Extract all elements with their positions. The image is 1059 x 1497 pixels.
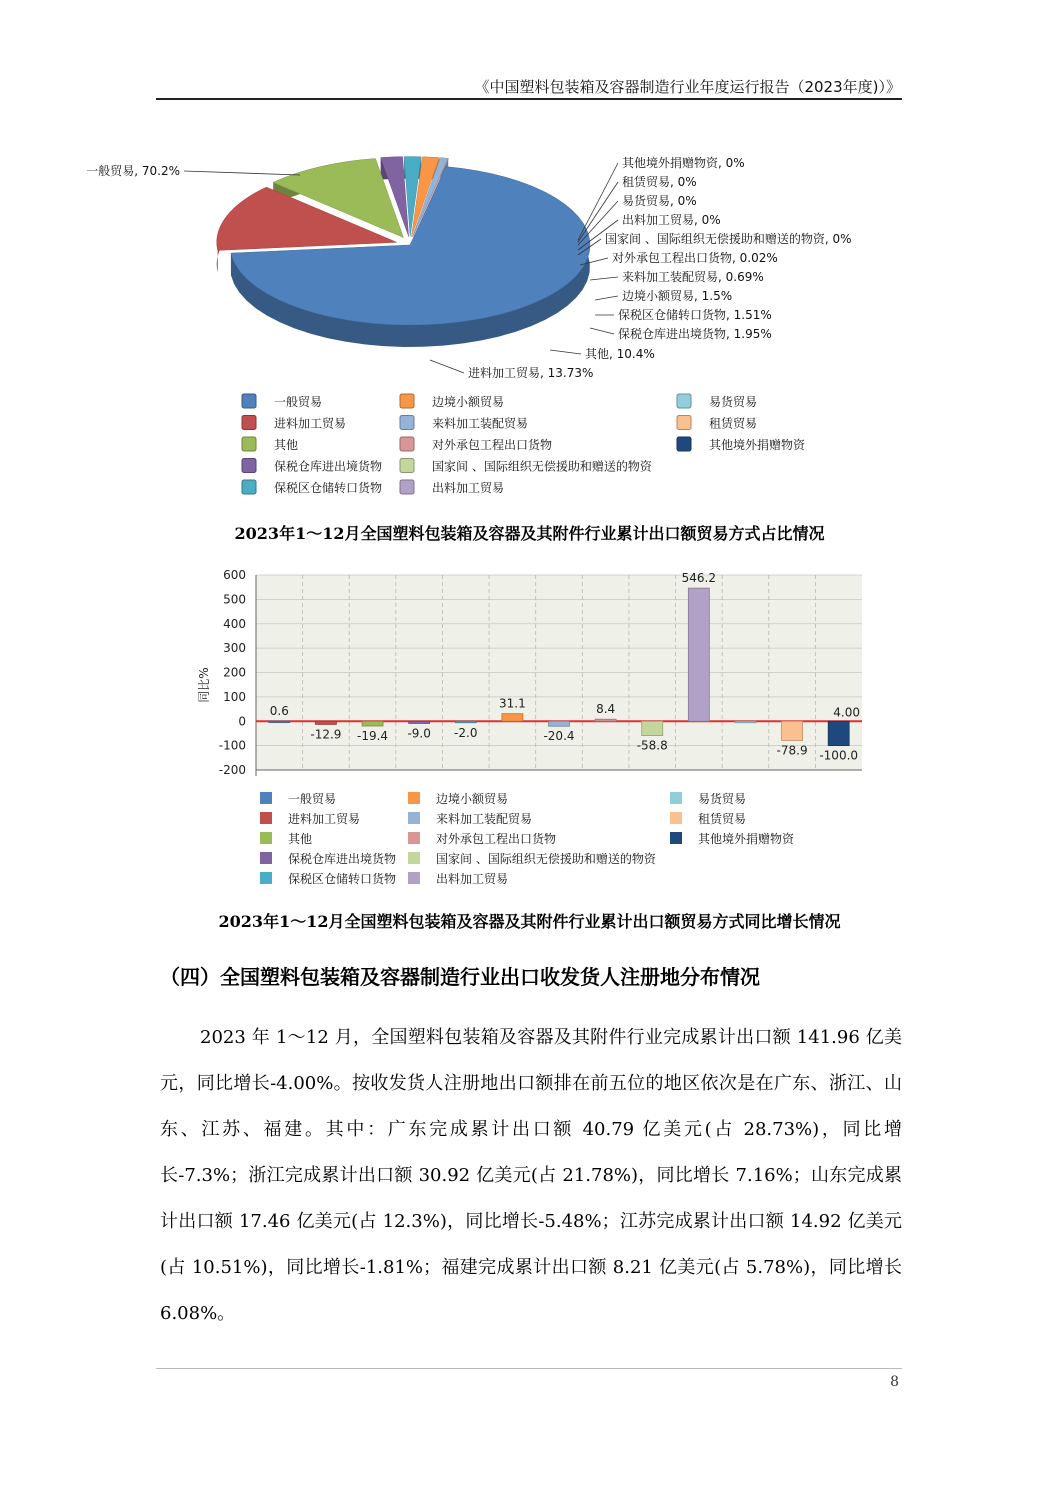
bar (502, 714, 523, 722)
legend-label: 出料加工贸易 (432, 481, 505, 495)
bar (595, 719, 616, 721)
legend-swatch (242, 480, 256, 494)
legend-swatch (670, 792, 682, 804)
bar-data-label: -2.0 (454, 725, 478, 740)
legend-label: 边境小额贸易 (432, 395, 505, 409)
legend-label: 其他 (274, 438, 299, 452)
legend-swatch (408, 872, 420, 884)
legend-swatch (400, 394, 414, 408)
bar-data-label: -9.0 (407, 726, 431, 741)
bar-data-label: 8.4 (596, 702, 616, 717)
pie-label: 对外承包工程出口货物, 0.02% (612, 251, 778, 265)
page-number: 8 (890, 1374, 899, 1390)
pie-label: 其他境外捐赠物资, 0% (622, 156, 745, 170)
legend-swatch (408, 812, 420, 824)
legend-label: 保税区仓储转口货物 (288, 872, 397, 886)
pie-legend (242, 394, 806, 495)
legend-label: 边境小额贸易 (436, 792, 509, 806)
legend-label: 保税区仓储转口货物 (274, 481, 383, 495)
y-tick-label: 200 (223, 665, 246, 680)
bar-chart-caption: 2023年1～12月全国塑料包装箱及容器及其附件行业累计出口额贸易方式同比增长情况 (218, 912, 841, 931)
header-rule (156, 98, 902, 100)
legend-label: 一般贸易 (274, 395, 323, 409)
legend-label: 保税仓库进出境货物 (288, 852, 397, 866)
bar (549, 721, 570, 726)
bar (269, 721, 290, 723)
legend-swatch (670, 812, 682, 824)
y-tick-label: -100 (218, 738, 246, 753)
pie-leader-line (550, 350, 581, 354)
pie-leader-line (595, 296, 618, 300)
legend-label: 其他境外捐赠物资 (709, 438, 806, 452)
bar-legend (260, 791, 795, 886)
legend-label: 来料加工装配贸易 (432, 416, 529, 431)
legend-swatch (260, 872, 272, 884)
bar (828, 721, 849, 745)
pie-label: 其他, 10.4% (585, 347, 655, 361)
legend-swatch (242, 394, 256, 408)
legend-label: 保税仓库进出境货物 (274, 459, 383, 474)
legend-label: 租赁贸易 (709, 416, 758, 431)
bar (455, 721, 476, 723)
pie-slices (217, 157, 590, 347)
y-tick-label: 400 (223, 616, 246, 631)
legend-label: 其他 (288, 832, 313, 846)
y-tick-label: 600 (223, 568, 246, 582)
y-tick-label: 0 (238, 714, 246, 729)
bar-data-label: -78.9 (776, 743, 808, 758)
body-paragraph: 2023 年 1～12 月，全国塑料包装箱及容器及其附件行业完成累计出口额 141.96 亿美元，同比增长-4.00%。按收发货人注册地出口额排在前五位的地区依次是在广东、浙江、山东、江苏、福建。其中：广东完成累计出口额 40.79 亿美元(占 28.73%)，同比增长-7.3%；浙江完成累计出口额 30.92 亿美元(占 21.78%)，同比增长 7.16%；山东完成累计出口额 17.46 亿美元(占 12.3%)，同比增长-5.48%；江苏完成累计出口额 14.92 亿美元(占 10.51%)，同比增长-1.81%；福建完成累计出口额 8.21 亿美元(占 5.78%)，同比增长 6.08%。 (160, 1027, 902, 1324)
pie-label: 出料加工贸易, 0% (622, 213, 721, 227)
y-tick-label: 500 (223, 592, 246, 607)
legend-swatch (400, 416, 414, 430)
pie-leader-line (184, 171, 300, 175)
bar-chart (190, 565, 880, 895)
bar-annotation: 4.00 (833, 705, 860, 720)
bar-data-label: -58.8 (636, 738, 668, 753)
pie-chart (86, 150, 910, 500)
bar-data-label: -19.4 (357, 728, 389, 743)
bar (735, 721, 756, 723)
legend-swatch (408, 852, 420, 864)
legend-swatch (408, 832, 420, 844)
pie-leader-line (590, 328, 614, 334)
pie-leader-line (590, 277, 618, 280)
legend-label: 易货贸易 (698, 792, 747, 806)
pie-leader-line (578, 163, 618, 240)
legend-swatch (400, 480, 414, 494)
pie-leader-line (430, 360, 464, 373)
legend-swatch (677, 437, 691, 451)
legend-label: 其他境外捐赠物资 (698, 832, 795, 846)
legend-swatch (242, 437, 256, 451)
legend-label: 一般贸易 (288, 792, 337, 806)
legend-label: 对外承包工程出口货物 (432, 438, 553, 452)
pie-label: 一般贸易, 70.2% (86, 164, 180, 178)
legend-label: 进料加工贸易 (288, 812, 361, 826)
bar (688, 588, 709, 721)
pie-label: 保税仓库进出境货物, 1.95% (618, 327, 772, 341)
bar-data-label: -20.4 (543, 729, 575, 744)
bar (782, 721, 803, 740)
pie-label: 边境小额贸易, 1.5% (622, 289, 733, 303)
legend-label: 易货贸易 (709, 395, 758, 409)
legend-swatch (400, 459, 414, 473)
pie-label: 进料加工贸易, 13.73% (468, 366, 594, 380)
pie-label: 保税区仓储转口货物, 1.51% (618, 308, 772, 322)
legend-swatch (408, 792, 420, 804)
legend-label: 进料加工贸易 (274, 416, 347, 431)
legend-swatch (677, 416, 691, 430)
legend-swatch (260, 792, 272, 804)
legend-label: 国家间 、国际组织无偿援助和赠送的物资 (436, 852, 656, 866)
section-heading: （四）全国塑料包装箱及容器制造行业出口收发货人注册地分布情况 (160, 965, 760, 989)
running-header: 《中国塑料包装箱及容器制造行业年度运行报告（2023年度)）》 (474, 78, 901, 96)
legend-label: 来料加工装配贸易 (436, 812, 533, 826)
footer-rule (156, 1368, 902, 1369)
legend-swatch (260, 832, 272, 844)
bar-data-label: 31.1 (499, 696, 526, 711)
pie-label: 租赁贸易, 0% (622, 175, 697, 189)
pie-chart-caption: 2023年1～12月全国塑料包装箱及容器及其附件行业累计出口额贸易方式占比情况 (234, 524, 825, 543)
bar-data-label: -100.0 (819, 748, 859, 763)
legend-swatch (260, 812, 272, 824)
bar (642, 721, 663, 735)
bar-data-label: 546.2 (681, 571, 717, 586)
y-tick-label: -200 (218, 763, 246, 777)
legend-swatch (242, 459, 256, 473)
pie-label: 来料加工装配贸易, 0.69% (622, 270, 764, 284)
bar-data-label: -12.9 (310, 727, 342, 742)
legend-swatch (242, 416, 256, 430)
bar (409, 721, 430, 723)
bar-data-label: 0.6 (269, 704, 289, 719)
legend-swatch (260, 852, 272, 864)
y-tick-label: 100 (223, 689, 246, 704)
legend-label: 对外承包工程出口货物 (436, 832, 557, 846)
pie-label: 易货贸易, 0% (622, 194, 697, 208)
legend-label: 出料加工贸易 (436, 872, 509, 886)
bar (315, 721, 336, 724)
pie-label: 国家间 、国际组织无偿援助和赠送的物资, 0% (605, 232, 852, 246)
y-axis-label: 同比% (197, 667, 211, 703)
legend-label: 国家间 、国际组织无偿援助和赠送的物资 (432, 459, 652, 474)
legend-swatch (400, 437, 414, 451)
bar (362, 721, 383, 726)
legend-swatch (670, 832, 682, 844)
legend-label: 租赁贸易 (698, 812, 747, 826)
y-tick-label: 300 (223, 641, 246, 656)
legend-swatch (677, 394, 691, 408)
